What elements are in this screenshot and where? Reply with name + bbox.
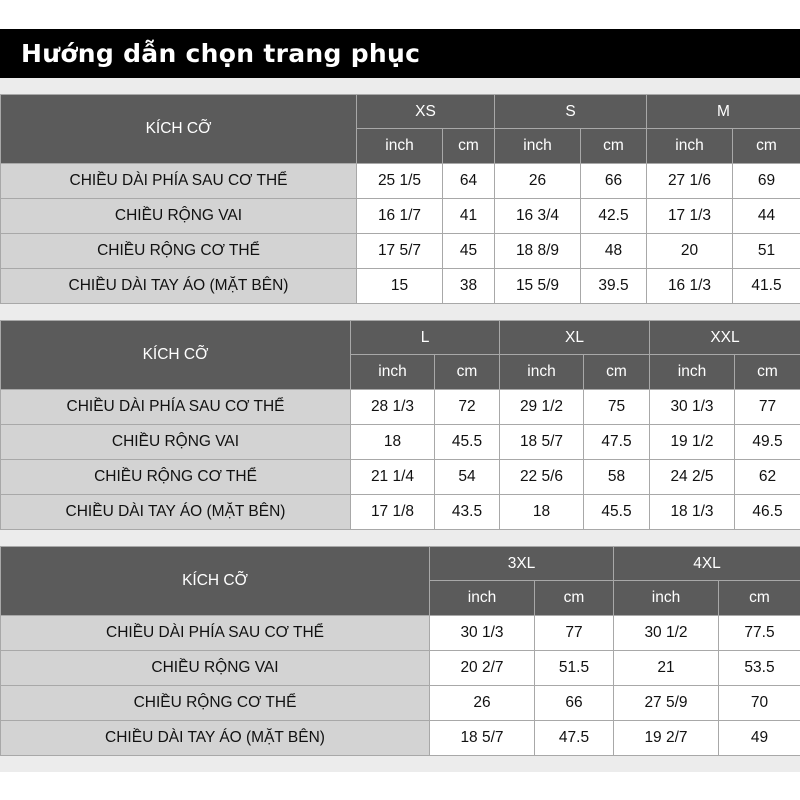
unit-cm-header: cm (733, 129, 800, 164)
value-cell: 29 1/2 (500, 390, 584, 425)
size-table-3 (0, 546, 800, 756)
size-label: KÍCH CỠ (1, 95, 357, 164)
value-cell: 54 (435, 460, 500, 495)
value-cell: 72 (435, 390, 500, 425)
value-cell: 21 1/4 (351, 460, 435, 495)
value-cell: 38 (443, 269, 495, 304)
value-cell: 69 (733, 164, 800, 199)
value-cell: 22 5/6 (500, 460, 584, 495)
value-cell: 15 5/9 (495, 269, 581, 304)
value-cell: 19 2/7 (614, 721, 719, 756)
table-row (1, 651, 800, 686)
unit-inch-header: inch (614, 581, 719, 616)
table-row (1, 721, 800, 756)
value-cell: 19 1/2 (650, 425, 735, 460)
value-cell: 30 1/3 (650, 390, 735, 425)
value-cell: 43.5 (435, 495, 500, 530)
size-header: XS (357, 95, 495, 129)
size-header: L (351, 321, 500, 355)
measurement-label: CHIỀU RỘNG VAI (1, 425, 351, 460)
measurement-label: CHIỀU RỘNG CƠ THỂ (1, 234, 357, 269)
value-cell: 49 (719, 721, 800, 756)
value-cell: 45.5 (584, 495, 650, 530)
unit-cm-header: cm (584, 355, 650, 390)
measurement-label: CHIỀU DÀI TAY ÁO (MẶT BÊN) (1, 269, 357, 304)
unit-inch-header: inch (650, 355, 735, 390)
size-label: KÍCH CỠ (1, 321, 351, 390)
value-cell: 41 (443, 199, 495, 234)
table-row (1, 495, 800, 530)
measurement-label: CHIỀU DÀI PHÍA SAU CƠ THỂ (1, 616, 430, 651)
unit-cm-header: cm (581, 129, 647, 164)
measurement-label: CHIỀU DÀI TAY ÁO (MẶT BÊN) (1, 721, 430, 756)
table-row (1, 234, 800, 269)
value-cell: 66 (581, 164, 647, 199)
unit-inch-header: inch (430, 581, 535, 616)
size-header: XXL (650, 321, 800, 355)
unit-cm-header: cm (443, 129, 495, 164)
size-table-1 (0, 94, 800, 304)
value-cell: 26 (495, 164, 581, 199)
value-cell: 21 (614, 651, 719, 686)
unit-cm-header: cm (735, 355, 800, 390)
table-row (1, 199, 800, 234)
value-cell: 77 (535, 616, 614, 651)
value-cell: 27 1/6 (647, 164, 733, 199)
unit-inch-header: inch (351, 355, 435, 390)
size-label: KÍCH CỠ (1, 547, 430, 616)
unit-cm-header: cm (435, 355, 500, 390)
value-cell: 18 (351, 425, 435, 460)
value-cell: 77 (735, 390, 800, 425)
value-cell: 16 3/4 (495, 199, 581, 234)
table-row (1, 460, 800, 495)
size-header: 3XL (430, 547, 614, 581)
value-cell: 51 (733, 234, 800, 269)
size-header: M (647, 95, 800, 129)
value-cell: 16 1/3 (647, 269, 733, 304)
value-cell: 45.5 (435, 425, 500, 460)
size-table-2 (0, 320, 800, 530)
unit-inch-header: inch (647, 129, 733, 164)
separator-band (0, 530, 800, 546)
unit-inch-header: inch (500, 355, 584, 390)
value-cell: 42.5 (581, 199, 647, 234)
value-cell: 70 (719, 686, 800, 721)
separator-band (0, 756, 800, 772)
size-header: 4XL (614, 547, 800, 581)
value-cell: 26 (430, 686, 535, 721)
table-row (1, 390, 800, 425)
value-cell: 25 1/5 (357, 164, 443, 199)
value-cell: 39.5 (581, 269, 647, 304)
separator-band (0, 78, 800, 94)
value-cell: 41.5 (733, 269, 800, 304)
value-cell: 18 1/3 (650, 495, 735, 530)
value-cell: 18 5/7 (430, 721, 535, 756)
size-header: S (495, 95, 647, 129)
size-header: XL (500, 321, 650, 355)
table-row (1, 269, 800, 304)
value-cell: 27 5/9 (614, 686, 719, 721)
value-cell: 15 (357, 269, 443, 304)
value-cell: 17 1/8 (351, 495, 435, 530)
measurement-label: CHIỀU DÀI PHÍA SAU CƠ THỂ (1, 164, 357, 199)
table-row (1, 164, 800, 199)
table-row (1, 686, 800, 721)
value-cell: 24 2/5 (650, 460, 735, 495)
unit-cm-header: cm (719, 581, 800, 616)
table-row (1, 425, 800, 460)
value-cell: 45 (443, 234, 495, 269)
value-cell: 62 (735, 460, 800, 495)
value-cell: 53.5 (719, 651, 800, 686)
value-cell: 75 (584, 390, 650, 425)
unit-cm-header: cm (535, 581, 614, 616)
value-cell: 66 (535, 686, 614, 721)
measurement-label: CHIỀU RỘNG CƠ THỂ (1, 686, 430, 721)
measurement-label: CHIỀU DÀI PHÍA SAU CƠ THỂ (1, 390, 351, 425)
value-cell: 46.5 (735, 495, 800, 530)
measurement-label: CHIỀU RỘNG CƠ THỂ (1, 460, 351, 495)
value-cell: 18 5/7 (500, 425, 584, 460)
value-cell: 48 (581, 234, 647, 269)
value-cell: 44 (733, 199, 800, 234)
measurement-label: CHIỀU DÀI TAY ÁO (MẶT BÊN) (1, 495, 351, 530)
value-cell: 16 1/7 (357, 199, 443, 234)
measurement-label: CHIỀU RỘNG VAI (1, 199, 357, 234)
value-cell: 20 (647, 234, 733, 269)
value-cell: 64 (443, 164, 495, 199)
value-cell: 51.5 (535, 651, 614, 686)
measurement-label: CHIỀU RỘNG VAI (1, 651, 430, 686)
value-cell: 47.5 (535, 721, 614, 756)
unit-inch-header: inch (357, 129, 443, 164)
separator-band (0, 304, 800, 320)
value-cell: 30 1/3 (430, 616, 535, 651)
value-cell: 77.5 (719, 616, 800, 651)
unit-inch-header: inch (495, 129, 581, 164)
value-cell: 49.5 (735, 425, 800, 460)
value-cell: 17 5/7 (357, 234, 443, 269)
value-cell: 18 (500, 495, 584, 530)
value-cell: 18 8/9 (495, 234, 581, 269)
value-cell: 28 1/3 (351, 390, 435, 425)
value-cell: 20 2/7 (430, 651, 535, 686)
value-cell: 30 1/2 (614, 616, 719, 651)
value-cell: 58 (584, 460, 650, 495)
value-cell: 17 1/3 (647, 199, 733, 234)
page-title: Hướng dẫn chọn trang phục (0, 29, 800, 78)
value-cell: 47.5 (584, 425, 650, 460)
table-row (1, 616, 800, 651)
